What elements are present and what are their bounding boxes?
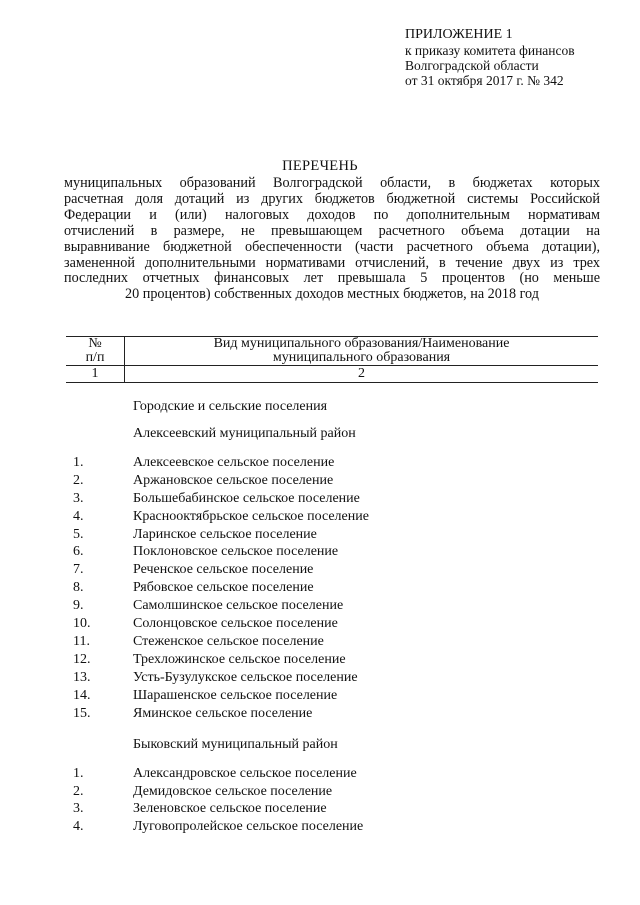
col-number-header bbox=[66, 337, 125, 366]
item-name: Краснооктябрьское сельское поселение bbox=[133, 509, 369, 524]
item-number: 8. bbox=[73, 580, 84, 595]
district-heading: Быковский муниципальный район bbox=[133, 737, 338, 752]
item-name: Реченское сельское поселение bbox=[133, 562, 314, 577]
col-name-index: 2 bbox=[125, 366, 599, 383]
col-name-header-line: муниципального образования bbox=[272, 350, 451, 365]
description-line: Федерации и (или) налоговых доходов по дополнительным нормативам bbox=[64, 206, 600, 223]
description-line: расчетная доля дотаций из других бюджетов бюджетной системы Российской bbox=[64, 190, 600, 207]
item-name: Яминское сельское поселение bbox=[133, 706, 313, 721]
district-heading: Алексеевский муниципальный район bbox=[133, 426, 356, 441]
description-line: 20 процентов) собственных доходов местных бюджетов, на 2018 год bbox=[125, 286, 539, 303]
item-name: Усть-Бузулукское сельское поселение bbox=[133, 670, 358, 685]
item-number: 7. bbox=[73, 562, 84, 577]
description-line: отчислений в размере, не превышающем расчетного объема дотации на bbox=[64, 222, 600, 239]
category-heading: Городские и сельские поселения bbox=[133, 399, 328, 414]
table-header bbox=[66, 336, 598, 383]
item-number: 2. bbox=[73, 784, 84, 799]
appendix-line: от 31 октября 2017 г. № 342 bbox=[405, 73, 564, 88]
item-number: 1. bbox=[73, 455, 84, 470]
item-name: Зеленовское сельское поселение bbox=[133, 801, 327, 816]
description-line: муниципальных образований Волгоградской области, в бюджетах которых bbox=[64, 175, 600, 191]
item-name: Поклоновское сельское поселение bbox=[133, 544, 339, 559]
item-number: 4. bbox=[73, 509, 84, 524]
item-name: Демидовское сельское поселение bbox=[133, 784, 333, 799]
item-number: 13. bbox=[73, 670, 91, 685]
item-name: Трехложинское сельское поселение bbox=[133, 652, 346, 667]
item-name: Аржановское сельское поселение bbox=[133, 473, 334, 488]
col-number-index: 1 bbox=[66, 366, 125, 383]
item-name: Рябовское сельское поселение bbox=[133, 580, 314, 595]
item-number: 5. bbox=[73, 527, 84, 542]
item-number: 10. bbox=[73, 616, 91, 631]
item-name: Ларинское сельское поселение bbox=[133, 527, 317, 542]
document-description bbox=[64, 176, 600, 303]
document-title: ПЕРЕЧЕНЬ bbox=[282, 158, 358, 174]
description-line: последних отчетных финансовых лет превышала 5 процентов (но меньше bbox=[64, 270, 600, 287]
item-number: 4. bbox=[73, 819, 84, 834]
appendix-header: ПРИЛОЖЕНИЕ 1 bbox=[405, 27, 513, 42]
item-name: Шарашенское сельское поселение bbox=[133, 688, 338, 703]
description-line: замененной дополнительными нормативами отчислений, в течение двух из трех bbox=[64, 254, 600, 271]
item-name: Солонцовское сельское поселение bbox=[133, 616, 338, 631]
col-name-header bbox=[125, 337, 599, 366]
appendix-line: к приказу комитета финансов bbox=[405, 43, 575, 58]
item-name: Большебабинское сельское поселение bbox=[133, 491, 360, 506]
item-name: Стеженское сельское поселение bbox=[133, 634, 324, 649]
item-number: 14. bbox=[73, 688, 91, 703]
appendix-block bbox=[405, 27, 575, 88]
col-number-header-line: № bbox=[88, 336, 102, 351]
item-number: 15. bbox=[73, 706, 91, 721]
item-number: 3. bbox=[73, 491, 84, 506]
item-name: Алексеевское сельское поселение bbox=[133, 455, 335, 470]
item-name: Александровское сельское поселение bbox=[133, 766, 357, 781]
col-name-header-line: Вид муниципального образования/Наименование bbox=[213, 336, 510, 351]
item-number: 12. bbox=[73, 652, 91, 667]
item-number: 9. bbox=[73, 598, 84, 613]
col-number-header-line: п/п bbox=[85, 350, 105, 365]
item-number: 1. bbox=[73, 766, 84, 781]
appendix-line: Волгоградской области bbox=[405, 58, 539, 73]
description-line: выравнивание бюджетной обеспеченности (части расчетного объема дотации), bbox=[64, 238, 600, 255]
item-number: 2. bbox=[73, 473, 84, 488]
item-name: Луговопролейское сельское поселение bbox=[133, 819, 364, 834]
item-name: Самолшинское сельское поселение bbox=[133, 598, 344, 613]
item-number: 6. bbox=[73, 544, 84, 559]
item-number: 11. bbox=[73, 634, 90, 649]
item-number: 3. bbox=[73, 801, 84, 816]
